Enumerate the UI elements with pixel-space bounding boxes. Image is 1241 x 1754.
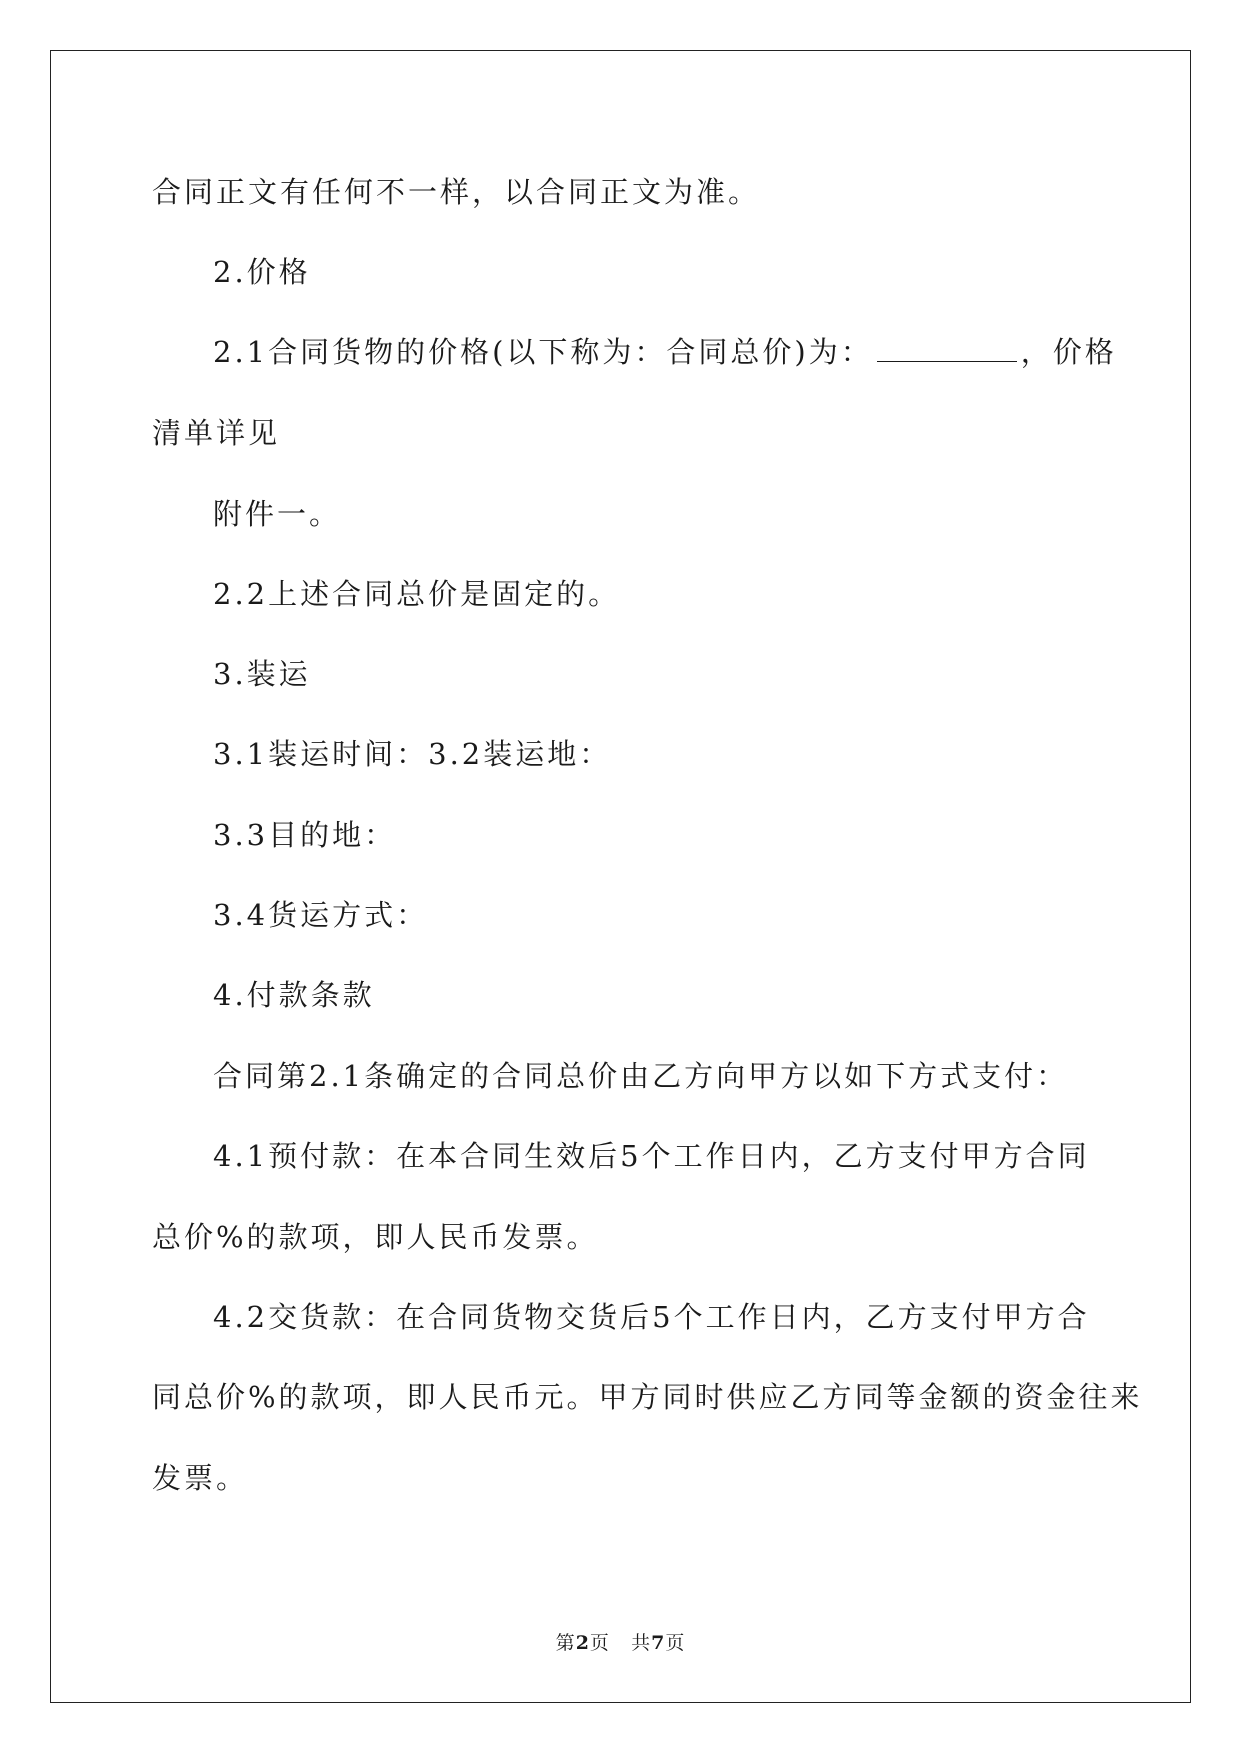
text-line: 同总价%的款项，即人民币元。甲方同时供应乙方同等金额的资金往来 bbox=[152, 1380, 1143, 1414]
page-border bbox=[50, 50, 1191, 1703]
clause-4-2: 4.2交货款：在合同货物交货后5个工作日内，乙方支付甲方合 bbox=[213, 1300, 1090, 1334]
page-number: 2 bbox=[575, 1632, 590, 1654]
clause-2-1 bbox=[213, 332, 1117, 372]
section-heading-shipping: 3.装运 bbox=[213, 657, 311, 691]
text-line: 清单详见 bbox=[152, 416, 281, 450]
text-line: 附件一。 bbox=[213, 497, 342, 531]
clause-2-2: 2.2上述合同总价是固定的。 bbox=[213, 577, 621, 611]
text-line: 发票。 bbox=[152, 1461, 249, 1495]
text-line: 总价%的款项，即人民币发票。 bbox=[152, 1220, 599, 1254]
fill-in-blank[interactable] bbox=[877, 335, 1017, 362]
text-line: 合同正文有任何不一样，以合同正文为准。 bbox=[152, 175, 761, 209]
clause-3-3: 3.3目的地： bbox=[213, 818, 397, 852]
clause-3-1: 3.1装运时间：3.2装运地： bbox=[213, 737, 612, 771]
text-line: 合同第2.1条确定的合同总价由乙方向甲方以如下方式支付： bbox=[213, 1059, 1069, 1093]
clause-2-1-tail: ，价格 bbox=[1020, 335, 1117, 369]
total-pages: 7 bbox=[651, 1632, 666, 1654]
page-footer: 第2页 共7页 bbox=[555, 1632, 686, 1654]
clause-2-1-text: 2.1合同货物的价格(以下称为：合同总价)为： bbox=[213, 335, 873, 369]
clause-3-4: 3.4货运方式： bbox=[213, 898, 429, 932]
clause-4-1: 4.1预付款：在本合同生效后5个工作日内，乙方支付甲方合同 bbox=[213, 1139, 1090, 1173]
section-heading-payment: 4.付款条款 bbox=[213, 978, 375, 1012]
section-heading-price: 2.价格 bbox=[213, 255, 311, 289]
